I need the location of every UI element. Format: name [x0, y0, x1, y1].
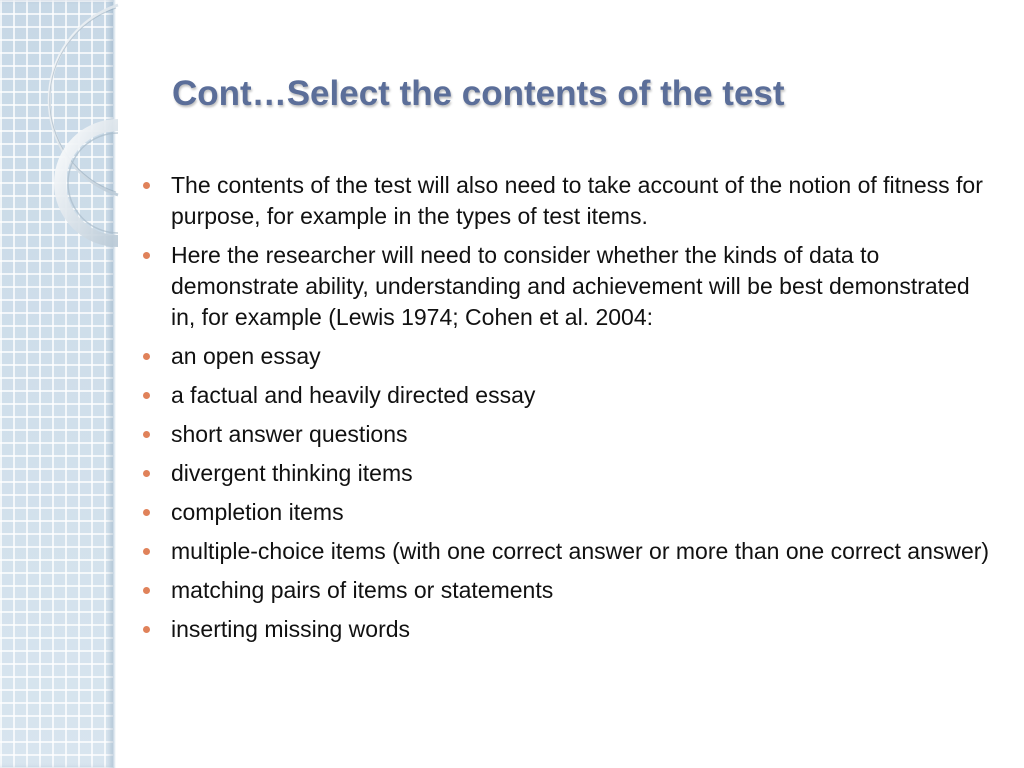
bullet-text: an open essay: [171, 343, 321, 369]
bullet-item: [143, 497, 998, 528]
bullet-dot-icon: [143, 182, 150, 189]
bullet-text: multiple-choice items (with one correct answer or more than one correct answer): [171, 538, 990, 564]
bullet-item: [143, 575, 998, 606]
bullet-dot-icon: [143, 548, 150, 555]
side-panel-edge: [113, 0, 116, 768]
bullet-text: short answer questions: [171, 421, 408, 447]
bullet-text: completion items: [171, 499, 344, 525]
bullet-text: a factual and heavily directed essay: [171, 382, 536, 408]
bullet-item: [143, 419, 998, 450]
slide-title: Cont…Select the contents of the test: [172, 74, 785, 113]
bullet-item: [143, 536, 998, 567]
bullet-item: [143, 170, 998, 232]
bullet-dot-icon: [143, 587, 150, 594]
bullet-item: [143, 380, 998, 411]
bullet-dot-icon: [143, 431, 150, 438]
bullet-item: [143, 341, 998, 372]
bullet-dot-icon: [143, 509, 150, 516]
bullet-list: [143, 170, 998, 653]
bullet-item: [143, 240, 998, 333]
bullet-text: divergent thinking items: [171, 460, 413, 486]
bullet-dot-icon: [143, 252, 150, 259]
bullet-item: [143, 458, 998, 489]
bullet-text: Here the researcher will need to consider whether the kinds of data to demonstrate ability, understanding and achievement will be best demonstrated in, for example (Lewis 1974; Cohen et al. 2004:: [171, 242, 970, 330]
bullet-dot-icon: [143, 353, 150, 360]
bullet-item: [143, 614, 998, 645]
bullet-dot-icon: [143, 392, 150, 399]
bullet-text: The contents of the test will also need to take account of the notion of fitness for purpose, for example in the types of test items.: [171, 172, 983, 229]
bullet-text: matching pairs of items or statements: [171, 577, 554, 603]
bullet-dot-icon: [143, 470, 150, 477]
bullet-text: inserting missing words: [171, 616, 411, 642]
bullet-dot-icon: [143, 626, 150, 633]
decorative-side-panel: [0, 0, 113, 768]
